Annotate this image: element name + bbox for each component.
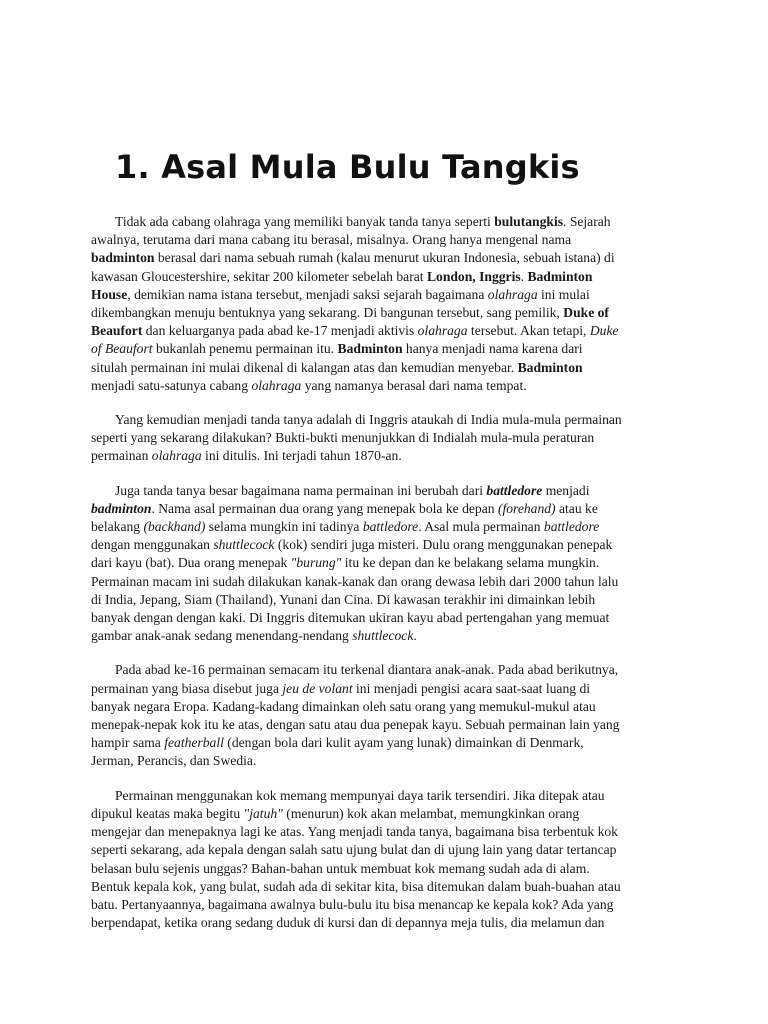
text-line: belasan bulu sejenis unggas? Bahan-bahan untuk membuat kok memang sudah ada di alam. — [91, 860, 590, 876]
text-line: belakang (backhand) selama mungkin ini tadinya battledore. Asal mula permainan battledore — [91, 519, 600, 535]
text-line: House, demikian nama istana tersebut, menjadi saksi sejarah bagaimana olahraga ini mulai — [91, 286, 590, 302]
text-line: Beaufort dan keluarganya pada abad ke-17 menjadi aktivis olahraga tersebut. Akan tetapi, Duke — [91, 323, 619, 339]
text-line: permainan yang biasa disebut juga jeu de volant ini menjadi pengisi acara saat-saat luang di — [91, 680, 591, 696]
paragraph — [91, 213, 691, 395]
text-line: banyak negara Eropa. Kadang-kadang dimainkan oleh satu orang yang memukul-mukul atau — [91, 698, 596, 714]
text-line: Pada abad ke-16 permainan semacam itu terkenal diantara anak-anak. Pada abad berikutnya, — [115, 662, 619, 678]
document-body — [91, 213, 691, 948]
text-line: dari kayu (bat). Dua orang menepak "burung" itu ke depan dan ke belakang selama mungkin. — [91, 555, 600, 571]
text-line: seperti yang sekarang dilakukan? Bukti-bukti menunjukkan di Indialah mula-mula peraturan — [91, 430, 595, 446]
text-line: situlah permainan ini mulai dikenal di kalangan atas dan kemudian menyebar. Badminton — [91, 359, 583, 375]
text-line: Permainan menggunakan kok memang mempunyai daya tarik tersendiri. Jika ditepak atau — [115, 787, 605, 803]
text-line: berpendapat, ketika orang sedang duduk di kursi dan di depannya meja tulis, dia melamun dan — [91, 915, 605, 931]
text-line: Juga tanda tanya besar bagaimana nama permainan ini berubah dari battledore menjadi — [115, 482, 590, 498]
paragraph — [91, 787, 691, 933]
text-line: batu. Pertanyaannya, bagaimana awalnya bulu-bulu itu bisa menancap ke kepala kok? Ada yang — [91, 896, 614, 912]
text-line: Yang kemudian menjadi tanda tanya adalah di Inggris ataukah di India mula-mula permainan — [115, 412, 622, 428]
text-line: dipukul keatas maka begitu "jatuh" (menurun) kok akan melambat, memungkinkan orang — [91, 805, 580, 821]
text-line: Jerman, Perancis, dan Swedia. — [91, 753, 257, 769]
text-line: gambar anak-anak sedang menendang-nendang shuttlecock. — [91, 628, 417, 644]
text-line: Permainan macam ini sudah dilakukan kanak-kanak dan orang dewasa lebih dari 2000 tahun lalu — [91, 573, 619, 589]
text-line: dengan menggunakan shuttlecock (kok) sendiri juga misteri. Dulu orang menggunakan penepak — [91, 537, 613, 553]
text-line: Bentuk kepala kok, yang bulat, sudah ada di sekitar kita, bisa ditemukan dalam buah-buahan atau — [91, 878, 621, 894]
text-line: dikembangkan menuju bentuknya yang sekarang. Di bangunan tersebut, sang pemilik, Duke of — [91, 305, 609, 321]
text-line: menjadi satu-satunya cabang olahraga yang namanya berasal dari nama tempat. — [91, 377, 527, 393]
text-line: Tidak ada cabang olahraga yang memiliki banyak tanda tanya seperti bulutangkis. Sejarah — [115, 214, 611, 229]
text-line: badminton. Nama asal permainan dua orang yang menepak bola ke depan (forehand) atau ke — [91, 500, 598, 516]
text-line: banyak dengan dengan kaki. Di Inggris ditemukan ukiran kayu abad pertengahan yang memuat — [91, 610, 610, 626]
text-line: permainan olahraga ini ditulis. Ini terjadi tahun 1870-an. — [91, 448, 402, 464]
text-line: kawasan Gloucestershire, sekitar 200 kilometer sebelah barat London, Inggris. Badminton — [91, 268, 593, 284]
paragraph — [91, 411, 691, 466]
text-line: seperti sekarang, ada kepala dengan salah satu ujung bulat dan di ujung lain yang datar tertancap — [91, 842, 617, 858]
paragraph — [91, 482, 691, 646]
paragraph — [91, 661, 691, 770]
text-line: di India, Jepang, Siam (Thailand), Yunani dan Cina. Di kawasan terakhir ini dimainkan lebih — [91, 591, 596, 607]
text-line: badminton berasal dari nama sebuah rumah (kalau menurut ukuran Indonesia, sebuah istana) di — [91, 250, 615, 266]
page-title: 1. Asal Mula Bulu Tangkis — [115, 148, 580, 186]
text-line: of Beaufort bukanlah penemu permainan itu. Badminton hanya menjadi nama karena dari — [91, 341, 583, 357]
text-line: mengejar dan menepaknya lagi ke atas. Yang menjadi tanda tanya, bagaimana bisa terbentuk kok — [91, 824, 618, 840]
text-line: menepak-nepak kok itu ke atas, dengan satu atau dua penepak kayu. Sebuah permainan lain yang — [91, 717, 620, 733]
text-line: awalnya, terutama dari mana cabang itu berasal, misalnya. Orang hanya mengenal nama — [91, 232, 572, 248]
text-line: hampir sama featherball (dengan bola dari kulit ayam yang lunak) dimainkan di Denmark, — [91, 735, 584, 751]
